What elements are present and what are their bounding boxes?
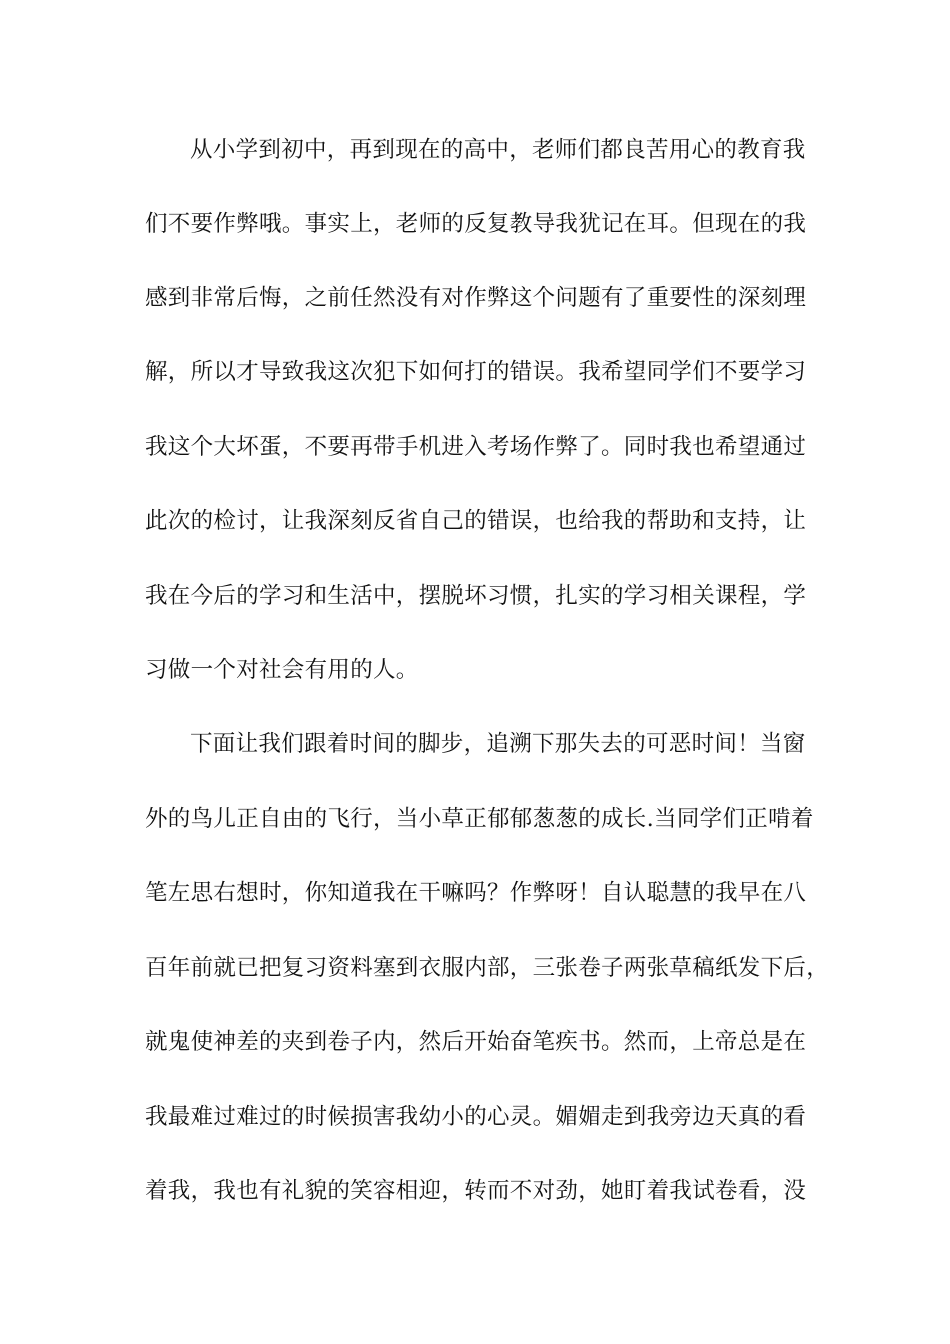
paragraph-2-line-6: 我最难过难过的时候损害我幼小的心灵。媚媚走到我旁边天真的看: [145, 1104, 807, 1130]
paragraph-2-line-2: 外的鸟儿正自由的飞行，当小草正郁郁葱葱的成长.当同学们正啃着: [145, 806, 814, 832]
paragraph-1-line-6: 此次的检讨，让我深刻反省自己的错误，也给我的帮助和支持，让: [145, 508, 807, 534]
paragraph-2-line-5: 就鬼使神差的夹到卷子内，然后开始奋笔疾书。然而，上帝总是在: [145, 1029, 807, 1055]
paragraph-2-line-3: 笔左思右想时，你知道我在干嘛吗？作弊呀！自认聪慧的我早在八: [145, 880, 807, 906]
paragraph-1-line-2: 们不要作弊哦。事实上，老师的反复教导我犹记在耳。但现在的我: [145, 211, 807, 237]
paragraph-2-line-1: 下面让我们跟着时间的脚步，追溯下那失去的可恶时间！当窗: [190, 731, 806, 757]
paragraph-1-line-4: 解，所以才导致我这次犯下如何打的错误。我希望同学们不要学习: [145, 359, 807, 385]
paragraph-1-line-7: 我在今后的学习和生活中，摆脱坏习惯，扎实的学习相关课程，学: [145, 583, 807, 609]
paragraph-1-line-3: 感到非常后悔，之前任然没有对作弊这个问题有了重要性的深刻理: [145, 285, 807, 311]
paragraph-2-line-7: 着我，我也有礼貌的笑容相迎，转而不对劲，她盯着我试卷看，没: [145, 1178, 807, 1204]
paragraph-1-line-8: 习做一个对社会有用的人。: [145, 657, 419, 683]
paragraph-1-line-1: 从小学到初中，再到现在的高中，老师们都良苦用心的教育我: [190, 137, 806, 163]
paragraph-2-line-4: 百年前就已把复习资料塞到衣服内部，三张卷子两张草稿纸发下后，: [145, 955, 830, 981]
paragraph-1-line-5: 我这个大坏蛋，不要再带手机进入考场作弊了。同时我也希望通过: [145, 434, 807, 460]
